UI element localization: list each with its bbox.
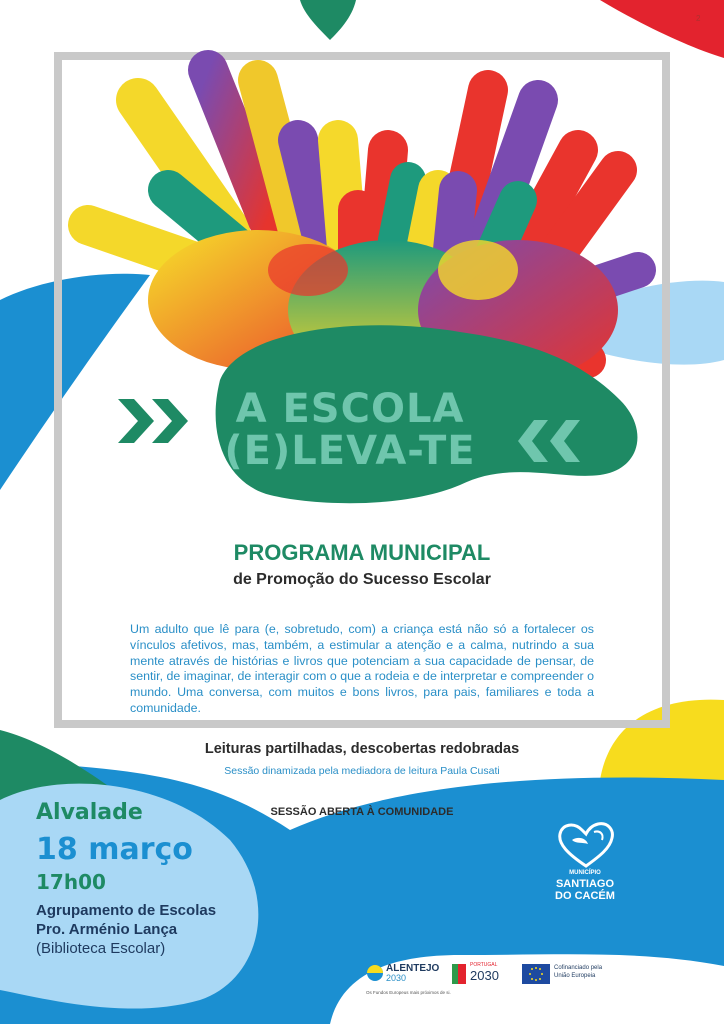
venue-line-2: Pro. Arménio Lança [36,921,178,938]
session-open-label: SESSÃO ABERTA À COMUNIDADE [270,806,454,818]
program-subtitle: de Promoção do Sucesso Escolar [233,571,491,588]
headline-line-2: (E)LEVA-TE [224,428,476,474]
eu-text-2: União Europeia [554,973,596,979]
chevron-left-icon [518,418,584,464]
program-title: PROGRAMA MUNICIPAL [233,540,491,565]
session-title: Leituras partilhadas, descobertas redobradas [204,741,520,757]
portugal-flag-icon [452,964,466,984]
alentejo-2030-logo [366,962,466,1002]
headline-line-1: A ESCOLA [235,386,465,432]
municipality-small-label: MUNICÍPIO [569,870,601,876]
portugal-year: 2030 [470,968,499,983]
portugal-small-label: PORTUGAL [470,962,498,968]
eu-text-1: Cofinanciado pela [554,965,603,971]
municipality-line-2: DO CACÉM [555,890,615,902]
chevron-right-icon [118,395,198,447]
municipality-heart-icon [558,822,614,868]
eu-cofinancing-logo [522,962,642,986]
alentejo-year: 2030 [386,973,407,983]
alentejo-note: Os Fundos Europeus mais próximos de si. [366,990,451,995]
eu-flag-icon [522,964,550,984]
alentejo-sun-icon [366,964,384,982]
municipality-line-1: SANTIAGO [555,878,615,890]
session-facilitator: Sessão dinamizada pela mediadora de leitura Paula Cusati [224,765,500,777]
event-place: Alvalade [36,800,143,825]
venue-line-3: (Biblioteca Escolar) [36,940,166,957]
portugal-2030-logo [452,962,512,986]
page-number: 2 [696,14,701,23]
event-time: 17h00 [36,870,106,894]
venue-line-1: Agrupamento de Escolas [36,902,217,919]
alentejo-text: ALENTEJO [386,963,440,974]
event-date: 18 março [36,832,193,867]
description-paragraph: Um adulto que lê para (e, sobretudo, com) a criança está não só a fortalecer os vínculos afetivos, mas, também, a estimular a atenção e a calma, nutrindo a sua mente através de histórias e livros que potenciam a sua capacidade de pensar, de sentir, de imaginar, de interagir com o que a rodeia e de interpretar e compreender o mundo. Uma conversa, com muitos e bons livros, para pais, familiares e toda a comunidade. [130,622,594,715]
